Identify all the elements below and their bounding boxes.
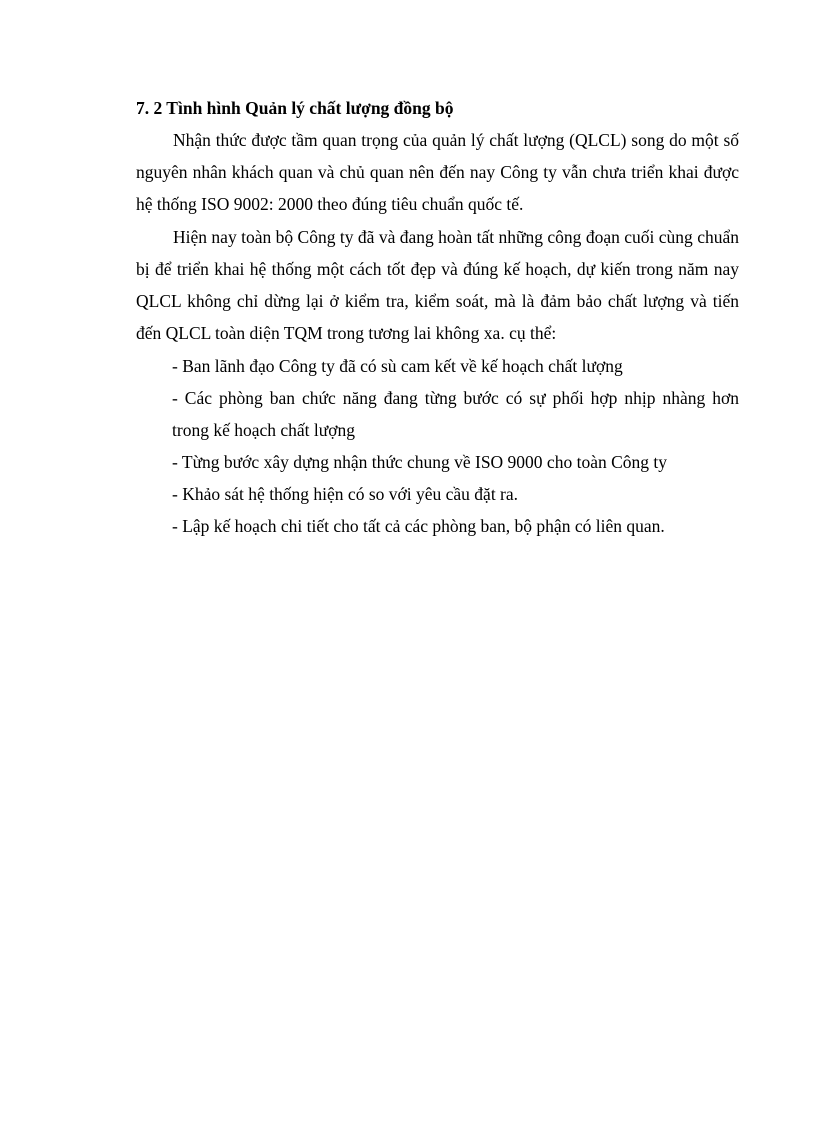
list-item: - Ban lãnh đạo Công ty đã có sù cam kết về kế hoạch chất lượng <box>172 356 623 376</box>
paragraph-current-status: Hiện nay toàn bộ Công ty đã và đang hoàn tất những công đoạn cuối cùng chuẩn bị để triển khai hệ thống một cách tốt đẹp và đúng kế hoạch, dự kiến trong năm nay QLCL không chỉ dừng lại ở kiểm tra, kiểm soát, mà là đảm bảo chất lượng và tiến đến QLCL toàn diện TQM trong tương lai không xa. cụ thể: <box>136 227 739 343</box>
list-item: - Các phòng ban chức năng đang từng bước có sự phối hợp nhịp nhàng hơn trong kế hoạch chất lượng <box>172 388 739 440</box>
paragraph-intro: Nhận thức được tầm quan trọng của quản lý chất lượng (QLCL) song do một số nguyên nhân khách quan và chủ quan nên đến nay Công ty vẫn chưa triển khai được hệ thống ISO 9002: 2000 theo đúng tiêu chuẩn quốc tế. <box>136 130 739 214</box>
list-item: - Từng bước xây dựng nhận thức chung về ISO 9000 cho toàn Công ty <box>172 452 667 472</box>
action-list <box>136 350 739 542</box>
section-heading: 7. 2 Tình hình Quản lý chất lượng đồng bộ <box>136 98 454 118</box>
list-item: - Khảo sát hệ thống hiện có so với yêu cầu đặt ra. <box>172 484 519 504</box>
document-page <box>136 92 739 542</box>
list-item: - Lập kế hoạch chi tiết cho tất cả các phòng ban, bộ phận có liên quan. <box>172 516 665 536</box>
